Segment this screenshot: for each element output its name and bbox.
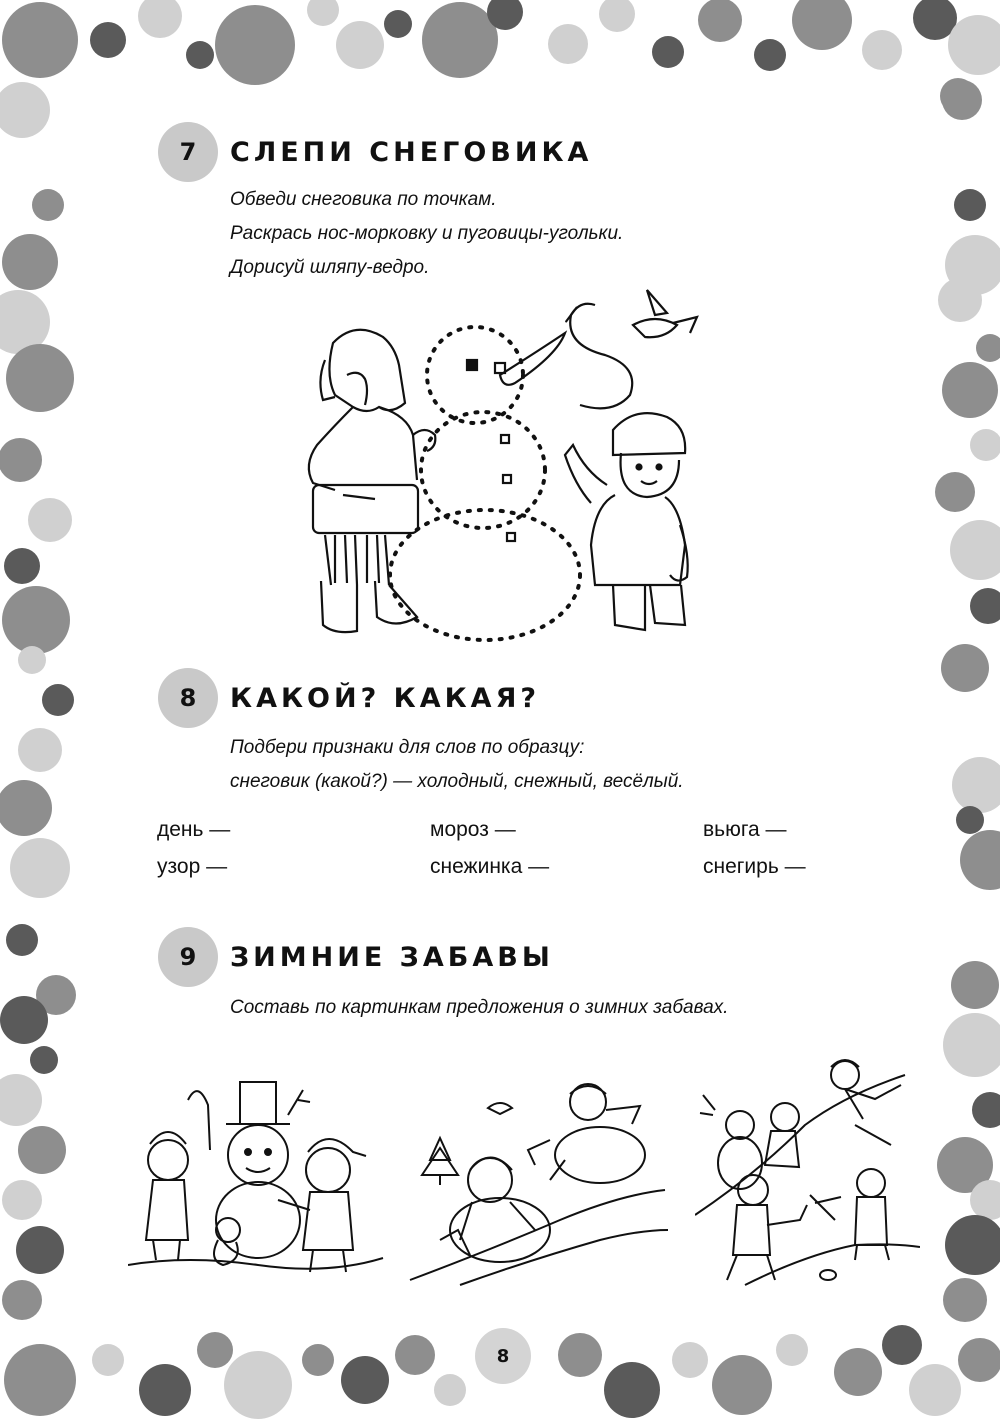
decor-dot bbox=[0, 290, 50, 354]
decor-dot bbox=[341, 1356, 389, 1404]
task-9-instructions bbox=[230, 991, 728, 1025]
task-9-header bbox=[158, 927, 554, 987]
decor-dot bbox=[970, 588, 1000, 624]
decor-dot bbox=[943, 1278, 987, 1322]
dotted-snowman bbox=[390, 327, 580, 640]
decor-dot bbox=[951, 961, 999, 1009]
decor-dot bbox=[0, 780, 52, 836]
instruction-line: Дорисуй шляпу-ведро. bbox=[230, 257, 430, 278]
decor-dot bbox=[882, 1325, 922, 1365]
decor-dot bbox=[956, 806, 984, 834]
decor-dot bbox=[4, 1344, 76, 1416]
word-item: снежинка — bbox=[430, 855, 550, 878]
decor-dot bbox=[776, 1334, 808, 1366]
decor-dot bbox=[224, 1351, 292, 1419]
decor-dot bbox=[941, 644, 989, 692]
decor-dot bbox=[938, 278, 982, 322]
task-8-header bbox=[158, 668, 540, 728]
decor-dot bbox=[942, 80, 982, 120]
decor-dot bbox=[384, 10, 412, 38]
decor-dot bbox=[942, 362, 998, 418]
decor-dot bbox=[302, 1344, 334, 1376]
decor-dot bbox=[948, 15, 1000, 75]
decor-dot bbox=[604, 1362, 660, 1418]
decor-dot bbox=[0, 996, 48, 1044]
decor-dot bbox=[712, 1355, 772, 1415]
decor-dot bbox=[197, 1332, 233, 1368]
task-7-number: 7 bbox=[158, 122, 218, 182]
decor-dot bbox=[215, 5, 295, 85]
instruction-line: снеговик (какой?) — холодный, снежный, весёлый. bbox=[230, 771, 684, 792]
decor-dot bbox=[2, 2, 78, 78]
task-8-title: КАКОЙ? КАКАЯ? bbox=[230, 682, 541, 714]
decor-dot bbox=[558, 1333, 602, 1377]
decor-dot bbox=[652, 36, 684, 68]
decor-dot bbox=[92, 1344, 124, 1376]
decor-dot bbox=[754, 39, 786, 71]
instruction-line: Раскрась нос-морковку и пуговицы-угольки. bbox=[230, 223, 624, 244]
snowman-drawing bbox=[295, 285, 725, 655]
decor-dot bbox=[792, 0, 852, 50]
decor-dot bbox=[138, 0, 182, 38]
decor-dot bbox=[950, 520, 1000, 580]
word-item: вьюга — bbox=[703, 818, 787, 841]
decor-dot bbox=[2, 586, 70, 654]
decor-dot bbox=[6, 924, 38, 956]
decor-dot bbox=[2, 1180, 42, 1220]
boy-figure bbox=[565, 413, 688, 630]
decor-dot bbox=[2, 234, 58, 290]
decor-dot bbox=[32, 189, 64, 221]
word-item: день — bbox=[157, 818, 231, 841]
decor-dot bbox=[42, 684, 74, 716]
kids-building-snowman-picture bbox=[128, 1060, 388, 1290]
decor-dot bbox=[487, 0, 523, 30]
decor-dot bbox=[945, 1215, 1000, 1275]
decor-dot bbox=[834, 1348, 882, 1396]
decor-dot bbox=[2, 1280, 42, 1320]
decor-dot bbox=[30, 1046, 58, 1074]
task-8-number: 8 bbox=[158, 668, 218, 728]
decor-dot bbox=[0, 1074, 42, 1126]
decor-dot bbox=[434, 1374, 466, 1406]
decor-dot bbox=[970, 1180, 1000, 1220]
decor-dot bbox=[913, 0, 957, 40]
page-number-badge bbox=[475, 1328, 531, 1384]
task-8-instructions bbox=[230, 731, 684, 799]
decor-dot bbox=[336, 21, 384, 69]
task-9-title: ЗИМНИЕ ЗАБАВЫ bbox=[230, 941, 554, 973]
decor-dot bbox=[548, 24, 588, 64]
grandfather-figure bbox=[309, 330, 435, 632]
decor-dot bbox=[28, 498, 72, 542]
decor-dot bbox=[6, 344, 74, 412]
decor-dot bbox=[0, 438, 42, 482]
decor-dot bbox=[18, 646, 46, 674]
instruction-line: Составь по картинкам предложения о зимних забавах. bbox=[230, 997, 729, 1018]
task-9-number: 9 bbox=[158, 927, 218, 987]
decor-dot bbox=[4, 548, 40, 584]
decor-dot bbox=[935, 472, 975, 512]
decor-dot bbox=[698, 0, 742, 42]
decor-dot bbox=[960, 830, 1000, 890]
decor-dot bbox=[940, 78, 976, 114]
decor-dot bbox=[422, 2, 498, 78]
decor-dot bbox=[186, 41, 214, 69]
decor-dot bbox=[958, 1338, 1000, 1382]
task-7-title: СЛЕПИ СНЕГОВИКА bbox=[230, 136, 593, 168]
decor-dot bbox=[139, 1364, 191, 1416]
decor-dot bbox=[954, 189, 986, 221]
kids-sledding-skiing-skating-picture bbox=[695, 1055, 920, 1295]
decor-dot bbox=[937, 1137, 993, 1193]
decor-dot bbox=[395, 1335, 435, 1375]
decor-dot bbox=[952, 757, 1000, 813]
task-7-header bbox=[158, 122, 592, 182]
decor-dot bbox=[36, 975, 76, 1015]
instruction-line: Подбери признаки для слов по образцу: bbox=[230, 737, 585, 758]
decor-dot bbox=[970, 429, 1000, 461]
word-item: узор — bbox=[157, 855, 228, 878]
decor-dot bbox=[672, 1342, 708, 1378]
decor-dot bbox=[599, 0, 635, 32]
word-item: мороз — bbox=[430, 818, 516, 841]
snowman-dot-to-dot-illustration bbox=[295, 285, 725, 655]
decor-dot bbox=[943, 1013, 1000, 1077]
kids-tubing-downhill-picture bbox=[400, 1080, 670, 1290]
decor-dot bbox=[90, 22, 126, 58]
decor-dot bbox=[972, 1092, 1000, 1128]
decor-dot bbox=[945, 235, 1000, 295]
decor-dot bbox=[976, 334, 1000, 362]
page-number: 8 bbox=[496, 1345, 510, 1367]
decor-dot bbox=[16, 1226, 64, 1274]
decor-dot bbox=[10, 838, 70, 898]
instruction-line: Обведи снеговика по точкам. bbox=[230, 189, 497, 210]
decor-dot bbox=[18, 1126, 66, 1174]
decor-dot bbox=[0, 82, 50, 138]
decor-dot bbox=[862, 30, 902, 70]
decor-dot bbox=[307, 0, 339, 26]
decor-dot bbox=[909, 1364, 961, 1416]
word-item: снегирь — bbox=[703, 855, 806, 878]
decor-dot bbox=[18, 728, 62, 772]
task-7-instructions bbox=[230, 183, 623, 285]
